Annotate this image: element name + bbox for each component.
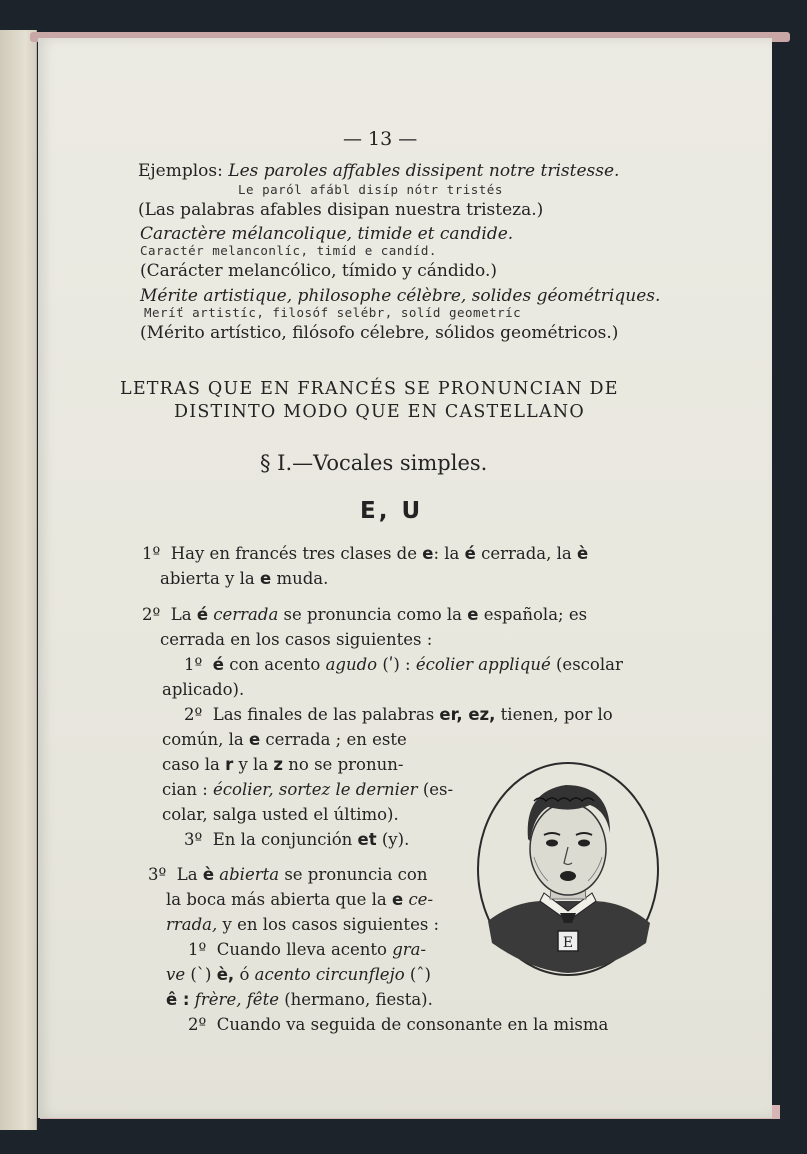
p2-2-l2-b: cerrada ; en este bbox=[265, 730, 407, 749]
p3-l3-italic: rrada, bbox=[166, 915, 218, 934]
paragraph-3-line-3 bbox=[166, 915, 439, 934]
examples-label: Ejemplos: bbox=[138, 161, 223, 181]
p2-1-text-b: (ʹ) : bbox=[382, 655, 411, 674]
p2-3-number: 3º bbox=[184, 830, 203, 849]
paragraph-1-line-1 bbox=[142, 544, 588, 563]
example-3-french: Mérite artistique, philosophe célèbre, solides géométriques. bbox=[140, 286, 661, 306]
p2-1-example: écolier appliqué bbox=[415, 655, 551, 674]
p2-3-text-a: En la conjunción bbox=[212, 830, 353, 849]
paragraph-2-2-line-2 bbox=[162, 730, 407, 749]
p2-2-number: 2º bbox=[184, 705, 203, 724]
p2-2-l4-a: cian : bbox=[162, 780, 208, 799]
p2-2-text-b: tienen, por lo bbox=[500, 705, 613, 724]
paragraph-2-1-line-2: aplicado). bbox=[162, 680, 245, 699]
paragraph-1-line-2 bbox=[160, 569, 328, 588]
letters-title: E, U bbox=[360, 498, 424, 524]
example-2-pronunciation: Caractér melanconlíc, timíd e candíd. bbox=[140, 243, 437, 258]
p2-2-l4-example: écolier, sortez le dernier bbox=[213, 780, 418, 799]
p1-letter-e: e bbox=[422, 544, 434, 563]
p3-1-l2-italic: ve bbox=[166, 965, 186, 984]
svg-text:E: E bbox=[562, 935, 574, 951]
example-3-spanish: (Mérito artístico, filósofo célebre, sólidos geométricos.) bbox=[140, 323, 619, 343]
p3-letter-e-grave: è bbox=[202, 865, 215, 884]
p2-letter-e-acute: é bbox=[196, 605, 209, 624]
p2-text-b: se pronuncia como la bbox=[283, 605, 463, 624]
p3-number: 3º bbox=[148, 865, 167, 884]
p1-text-a: Hay en francés tres clases de bbox=[170, 544, 417, 563]
p3-2-number: 2º bbox=[188, 1015, 207, 1034]
p2-2-text-a: Las finales de las palabras bbox=[212, 705, 435, 724]
p2-italic: cerrada bbox=[213, 605, 279, 624]
p2-1-number: 1º bbox=[184, 655, 203, 674]
p3-1-text-a: Cuando lleva acento bbox=[216, 940, 387, 959]
p3-1-l2-grave-mark: (ˋ) bbox=[190, 965, 212, 984]
p1-text-c: cerrada, la bbox=[481, 544, 572, 563]
p3-text-a: La bbox=[176, 865, 198, 884]
paragraph-3-2 bbox=[188, 1015, 608, 1034]
p2-2-l3-c: no se pronun- bbox=[288, 755, 404, 774]
p2-2-l3-b: y la bbox=[238, 755, 269, 774]
p1-number: 1º bbox=[142, 544, 161, 563]
paragraph-2-2-line-1 bbox=[184, 705, 613, 724]
paragraph-3-1-line-2 bbox=[166, 965, 431, 984]
p2-letter-e: e bbox=[467, 605, 479, 624]
p2-2-letter-z: z bbox=[273, 755, 284, 774]
p2-1-letter: é bbox=[212, 655, 224, 674]
p3-italic: abierta bbox=[219, 865, 280, 884]
p2-text-a: La bbox=[170, 605, 192, 624]
p3-1-l2-b: ó bbox=[239, 965, 250, 984]
paragraph-2-2-line-5: colar, salga usted el último). bbox=[162, 805, 399, 824]
p2-1-text-c: (escolar bbox=[556, 655, 623, 674]
p2-2-l3-a: caso la bbox=[162, 755, 220, 774]
heading-line-2: DISTINTO MODO QUE EN CASTELLANO bbox=[174, 402, 585, 422]
p1-letter-e-mute: e bbox=[259, 569, 272, 588]
paragraph-2-3 bbox=[184, 830, 409, 849]
p3-l2-a: la boca más abierta que la bbox=[166, 890, 387, 909]
p2-2-l2-a: común, la bbox=[162, 730, 244, 749]
example-1-french: Les paroles affables dissipent notre tristesse. bbox=[228, 161, 620, 181]
p2-text-c: española; es bbox=[483, 605, 588, 624]
paragraph-2-1-line-1 bbox=[184, 655, 623, 674]
example-1-spanish: (Las palabras afables disipan nuestra tristeza.) bbox=[138, 200, 544, 220]
p1-line2-end: muda. bbox=[276, 569, 329, 588]
paragraph-3-line-1 bbox=[148, 865, 427, 884]
p2-1-text-a: con acento bbox=[229, 655, 321, 674]
p3-1-l2-circumflex-mark: (ˆ) bbox=[409, 965, 431, 984]
p3-1-l3-example: frère, fête bbox=[194, 990, 279, 1009]
p2-number: 2º bbox=[142, 605, 161, 624]
example-1-pronunciation: Le paról afábl disíp nótr tristés bbox=[238, 182, 503, 197]
p2-1-italic: agudo bbox=[325, 655, 378, 674]
example-line-1 bbox=[138, 161, 619, 181]
p1-letter-e-grave: è bbox=[576, 544, 589, 563]
paragraph-3-1-line-3 bbox=[166, 990, 433, 1009]
paragraph-2-2-line-4 bbox=[162, 780, 453, 799]
paragraph-2-line-2: cerrada en los casos siguientes : bbox=[160, 630, 433, 649]
facing-page-edge bbox=[0, 30, 37, 1130]
p2-2-l4-b: (es- bbox=[422, 780, 454, 799]
example-2-french: Caractère mélancolique, timide et candide. bbox=[140, 224, 514, 244]
book-page bbox=[38, 38, 772, 1118]
p3-letter-e: e bbox=[391, 890, 404, 909]
p1-text-b: : la bbox=[433, 544, 460, 563]
p2-2-letter-r: r bbox=[225, 755, 234, 774]
p3-text-b: se pronuncia con bbox=[284, 865, 428, 884]
example-2-spanish: (Carácter melancólico, tímido y cándido.) bbox=[140, 261, 498, 281]
p2-2-endings: er, ez, bbox=[439, 705, 496, 724]
heading-line-1: LETRAS QUE EN FRANCÉS SE PRONUNCIAN DE bbox=[120, 379, 619, 399]
paragraph-2-2-line-3 bbox=[162, 755, 403, 774]
section-title: § I.—Vocales simples. bbox=[260, 451, 488, 475]
p3-2-text: Cuando va seguida de consonante en la misma bbox=[216, 1015, 609, 1034]
p3-1-l3-b: (hermano, fiesta). bbox=[284, 990, 433, 1009]
p2-2-letter-e: e bbox=[248, 730, 261, 749]
paragraph-2-line-1 bbox=[142, 605, 587, 624]
paragraph-3-1-line-1 bbox=[188, 940, 426, 959]
paragraph-3-line-2 bbox=[166, 890, 433, 909]
p2-3-word-et: et bbox=[357, 830, 377, 849]
p1-letter-e-acute: é bbox=[464, 544, 476, 563]
example-3-pronunciation: Meríť artistíc, filosóf selébr, solíd geometríc bbox=[144, 305, 522, 320]
p3-l3-b: y en los casos siguientes : bbox=[222, 915, 440, 934]
p2-3-text-b: (y). bbox=[381, 830, 410, 849]
page-number: — 13 — bbox=[343, 128, 418, 150]
p3-1-l2-italic-2: acento circunflejo bbox=[254, 965, 405, 984]
p3-l2-italic: ce- bbox=[408, 890, 434, 909]
p3-1-letter-e-grave: è, bbox=[216, 965, 235, 984]
p1-line2-text: abierta y la bbox=[160, 569, 255, 588]
p3-1-italic: gra- bbox=[392, 940, 427, 959]
p3-1-number: 1º bbox=[188, 940, 207, 959]
p3-1-letter-e-circ: ê : bbox=[166, 990, 190, 1009]
boy-portrait-illustration bbox=[474, 761, 662, 977]
